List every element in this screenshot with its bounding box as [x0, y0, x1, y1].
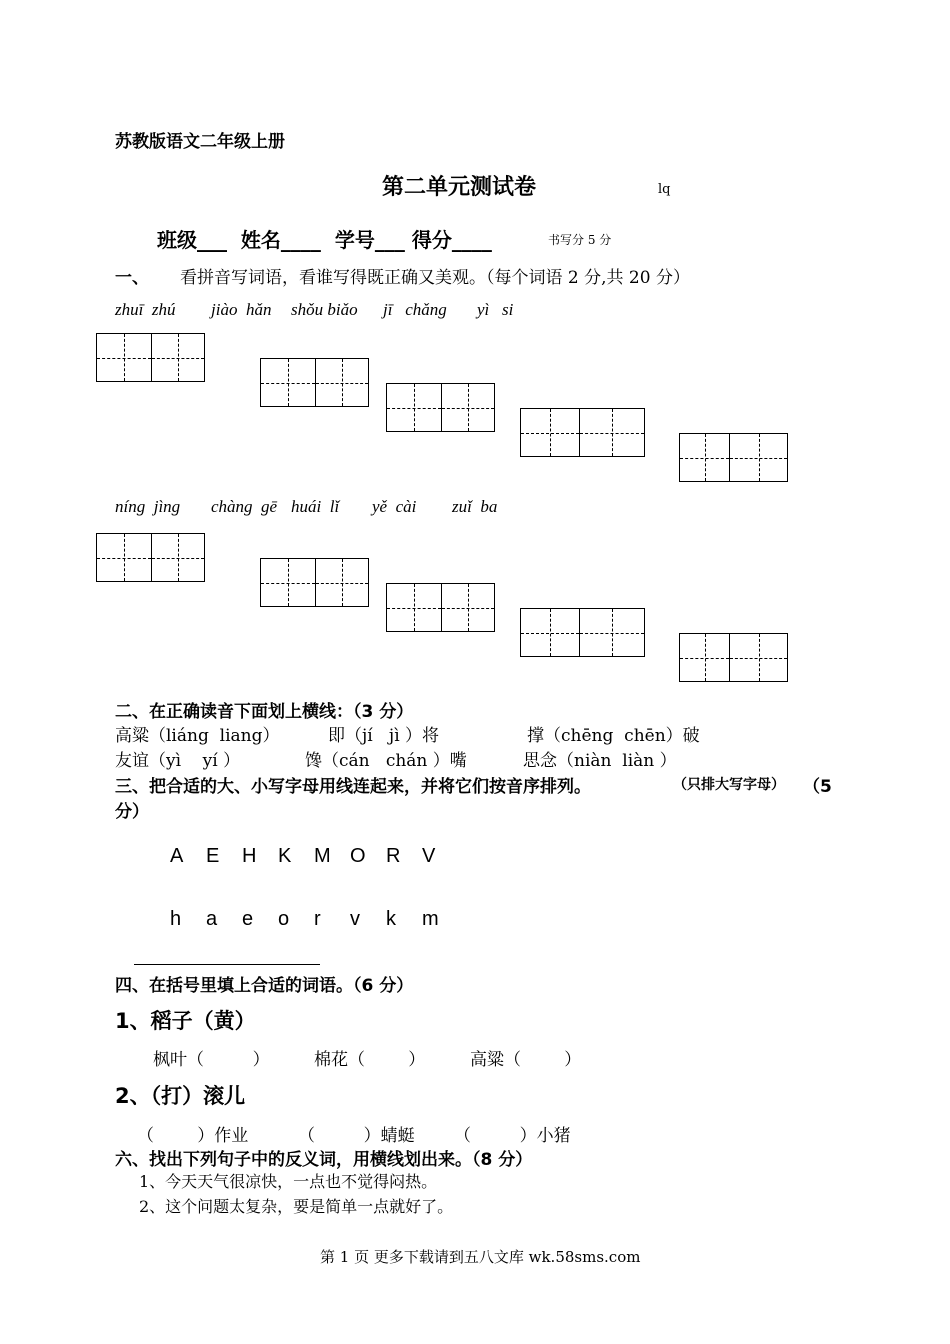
upper-letter[interactable]: R: [386, 845, 401, 867]
q1-instruction: 看拼音写词语，看谁写得既正确又美观。（每个词语 2 分,共 20 分）: [180, 268, 690, 288]
writing-grid[interactable]: [520, 408, 645, 457]
lower-letter[interactable]: r: [314, 908, 321, 930]
pinyin-9: yě cài: [372, 497, 417, 516]
lower-letter[interactable]: m: [422, 908, 439, 930]
answer-line[interactable]: [134, 964, 320, 965]
lower-letter[interactable]: o: [278, 908, 290, 930]
writing-grid[interactable]: [386, 383, 495, 432]
lower-letter[interactable]: h: [170, 908, 182, 930]
pinyin-5: yì si: [477, 300, 514, 319]
q3-note: （只排大写字母）: [673, 777, 785, 793]
lower-letter[interactable]: e: [242, 908, 254, 930]
page-title: 第二单元测试卷: [382, 175, 537, 200]
upper-letter[interactable]: H: [242, 845, 257, 867]
q6-title: 六、找出下列句子中的反义词，用横线划出来。（8 分）: [115, 1150, 533, 1170]
title-mark: lq: [658, 182, 671, 197]
pinyin-1: zhuī zhú: [115, 300, 176, 319]
writing-grid[interactable]: [386, 583, 495, 632]
lower-letter[interactable]: k: [386, 908, 396, 930]
pinyin-10: zuǐ ba: [452, 497, 498, 516]
lowercase-letters: [170, 908, 458, 931]
q2-item: 思念（niàn liàn ）: [523, 751, 677, 771]
upper-letter[interactable]: K: [278, 845, 292, 867]
book-title: 苏教版语文二年级上册: [115, 132, 285, 152]
q1-label: 一、: [115, 268, 149, 288]
writing-grid[interactable]: [260, 358, 369, 407]
writing-grid[interactable]: [520, 608, 645, 657]
sentence-2[interactable]: 2、这个问题太复杂，要是简单一点就好了。: [139, 1197, 454, 1216]
uppercase-letters: [170, 845, 458, 868]
upper-letter[interactable]: A: [170, 845, 184, 867]
upper-letter[interactable]: E: [206, 845, 220, 867]
writing-grid[interactable]: [96, 333, 205, 382]
upper-letter[interactable]: O: [350, 845, 366, 867]
student-info: 班级___ 姓名____ 学号___ 得分____: [157, 228, 492, 252]
page-footer: 第 1 页 更多下载请到五八文库 wk.58sms.com: [320, 1248, 641, 1266]
lower-letter[interactable]: v: [350, 908, 360, 930]
writing-grid[interactable]: [679, 433, 788, 482]
q2-item: 高粱（liáng liang）: [115, 726, 280, 746]
writing-score-note: 书写分 5 分: [548, 233, 612, 247]
q3-score: （5: [803, 777, 832, 797]
q2-title: 二、在正确读音下面划上横线：（3 分）: [115, 702, 414, 722]
fill-item[interactable]: （ ）作业: [137, 1126, 249, 1146]
sentence-1[interactable]: 1、今天天气很凉快，一点也不觉得闷热。: [139, 1172, 438, 1191]
q2-item: 撑（chēng chēn）破: [527, 726, 700, 746]
q3-score-cont: 分）: [115, 802, 149, 822]
pinyin-3: shǒu biǎo: [291, 300, 358, 319]
fill-item[interactable]: 枫叶（ ）: [153, 1050, 270, 1070]
writing-grid[interactable]: [96, 533, 205, 582]
upper-letter[interactable]: M: [314, 845, 331, 867]
q4-title: 四、在括号里填上合适的词语。（6 分）: [115, 976, 414, 996]
q2-item: 馋（cán chán ）嘴: [305, 751, 467, 771]
q4-sub1: 1、稻子（黄）: [115, 1009, 256, 1033]
writing-grid[interactable]: [260, 558, 369, 607]
upper-letter[interactable]: V: [422, 845, 436, 867]
lower-letter[interactable]: a: [206, 908, 218, 930]
q3-title: 三、把合适的大、小写字母用线连起来，并将它们按音序排列。: [115, 777, 591, 797]
pinyin-6: níng jìng: [115, 497, 181, 516]
fill-item[interactable]: 棉花（ ）: [314, 1050, 426, 1070]
fill-item[interactable]: （ ）小猪: [454, 1126, 571, 1146]
q2-item: 友谊（yì yí ）: [115, 751, 241, 771]
writing-grid[interactable]: [679, 633, 788, 682]
pinyin-8: huái lǐ: [291, 497, 340, 516]
q2-item: 即（jí jì ）将: [328, 726, 440, 746]
pinyin-2: jiào hǎn: [211, 300, 272, 319]
pinyin-4: jī chǎng: [383, 300, 447, 319]
fill-item[interactable]: 高粱（ ）: [470, 1050, 582, 1070]
q4-sub2: 2、（打）滚儿: [115, 1084, 246, 1108]
fill-item[interactable]: （ ）蜻蜓: [298, 1126, 415, 1146]
pinyin-7: chàng gē: [211, 497, 278, 516]
